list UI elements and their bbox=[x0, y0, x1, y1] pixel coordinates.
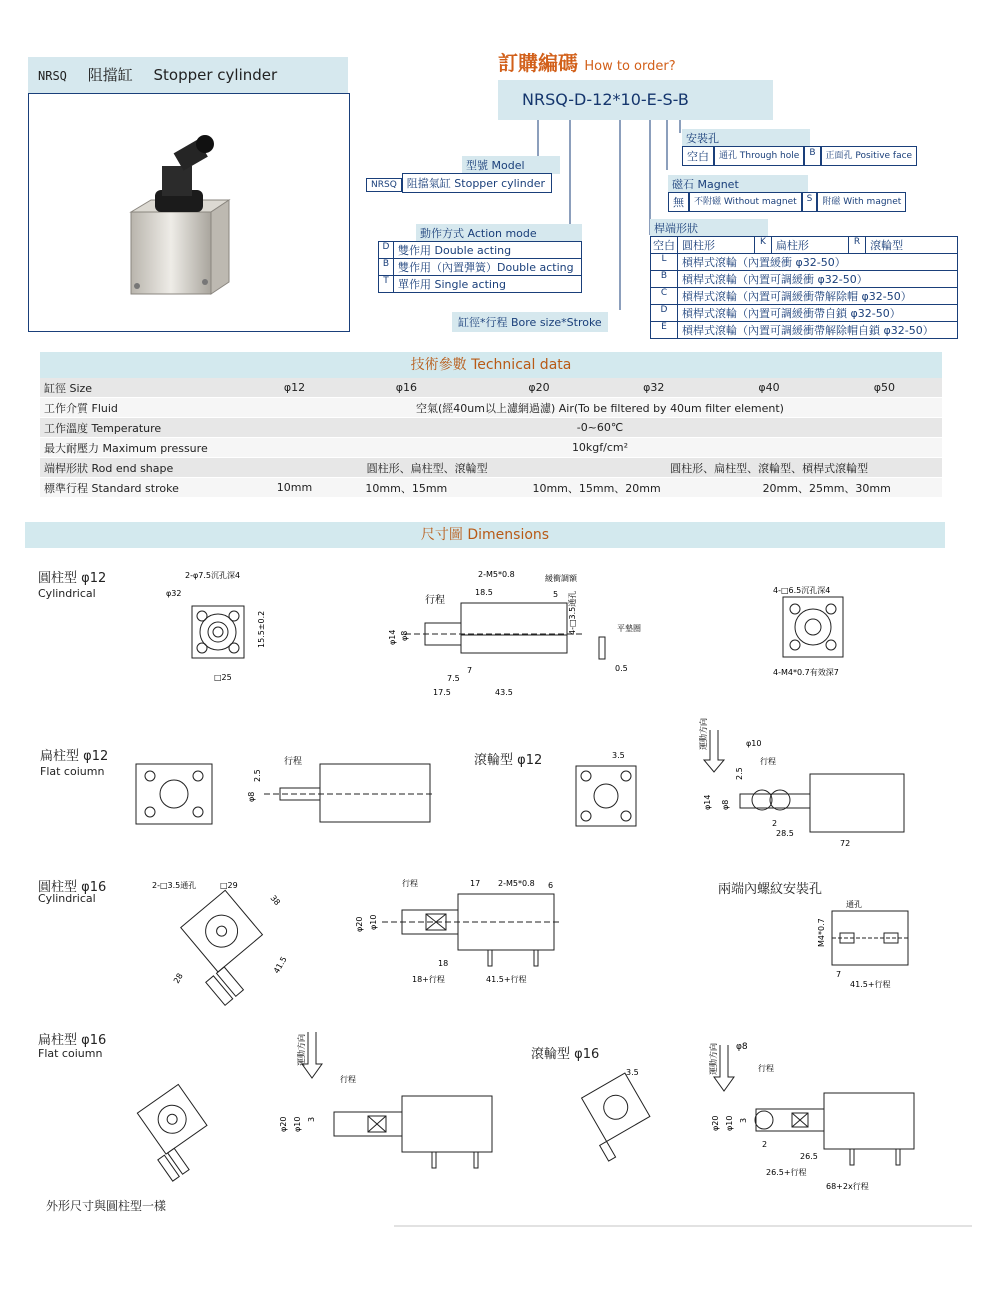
drawing-cyl12-side bbox=[385, 565, 645, 700]
magnet-row: 無 不附磁 Without magnet S 附磁 With magnet bbox=[668, 192, 906, 212]
dimensions-title: 尺寸圖 Dimensions bbox=[25, 522, 945, 548]
rod-item: B 槓桿式滾輪（內置可調緩衝 φ32-50） bbox=[650, 271, 958, 288]
dim-label: φ8 bbox=[721, 799, 730, 810]
dim-label: 行程 bbox=[340, 1075, 356, 1084]
tech-table bbox=[40, 378, 942, 498]
section-title: 圓柱型 φ12 bbox=[38, 571, 107, 586]
dim-label: 28.5 bbox=[776, 829, 794, 838]
section-subtitle: Cylindrical bbox=[38, 587, 96, 600]
table-row: 缸徑 Size φ12 φ16 φ20 φ32 φ40 φ50 bbox=[40, 378, 942, 398]
model-label: 型號 Model bbox=[462, 156, 560, 174]
dim-label: 2-M5*0.8 bbox=[478, 570, 515, 579]
dim-label: φ8 bbox=[247, 791, 256, 802]
dim-label: φ8 bbox=[400, 630, 409, 641]
order-title-cn: 訂購編碼 bbox=[498, 51, 578, 75]
model-code: NRSQ bbox=[366, 178, 402, 192]
drawing-cyl12-front bbox=[160, 568, 280, 688]
section-subtitle: Flat coiumn bbox=[40, 765, 105, 778]
drawing-flat12-front bbox=[132, 760, 222, 830]
drawing-thread16 bbox=[812, 895, 912, 995]
action-list bbox=[378, 241, 582, 293]
table-row: 端桿形狀 Rod end shape 圓柱形、扁柱型、滾輪型 圓柱形、扁柱型、滾輪型、槓桿式滾輪型 bbox=[40, 458, 942, 478]
dim-label: 28 bbox=[171, 971, 185, 985]
dim-label: 3.5 bbox=[626, 1068, 639, 1077]
dim-label: φ10 bbox=[746, 739, 762, 748]
dim-label: φ10 bbox=[293, 1116, 302, 1132]
section-title: 扁柱型 φ16 bbox=[38, 1033, 107, 1048]
dim-label: 43.5 bbox=[495, 688, 513, 697]
section-subtitle: Flat coiumn bbox=[38, 1047, 103, 1060]
dim-label: 41.5+行程 bbox=[486, 975, 527, 984]
dim-label: 行程 bbox=[760, 757, 776, 766]
dim-label: φ8 bbox=[736, 1042, 748, 1052]
rod-item: L 槓桿式滾輪（內置緩衝 φ32-50） bbox=[650, 254, 958, 271]
technical-data bbox=[40, 352, 942, 498]
dim-label: φ32 bbox=[166, 589, 182, 598]
dim-label: 15.5±0.2 bbox=[257, 610, 266, 648]
dim-label: φ20 bbox=[355, 916, 364, 932]
table-row: 標準行程 Standard stroke 10mm 10mm、15mm 10mm、15mm、20mm 20mm、25mm、30mm bbox=[40, 478, 942, 498]
product-name-cn: 阻擋缸 bbox=[87, 66, 133, 84]
rod-label: 桿端形狀 bbox=[650, 219, 768, 237]
product-code: NRSQ bbox=[38, 69, 67, 83]
dim-label: □25 bbox=[214, 673, 232, 682]
table-row: 工作介質 Fluid 空氣(經40um以上濾網過濾) Air(To be filtered by 40um filter element) bbox=[40, 398, 942, 418]
dim-label: φ14 bbox=[703, 794, 712, 810]
dim-label: 0.5 bbox=[615, 664, 628, 673]
order-title-en: How to order? bbox=[584, 59, 676, 74]
dim-label: 7.5 bbox=[447, 674, 460, 683]
dim-label: 平墊圈 bbox=[617, 624, 641, 633]
rod-list bbox=[650, 236, 958, 339]
dim-label: 運動方向 bbox=[699, 718, 708, 750]
table-row: 工作溫度 Temperature -0~60℃ bbox=[40, 418, 942, 438]
dim-label: 3.5 bbox=[612, 751, 625, 760]
drawing-flat12-side bbox=[244, 752, 444, 832]
dim-label: 38 bbox=[268, 893, 282, 908]
dim-label: φ10 bbox=[369, 914, 378, 930]
order-title bbox=[498, 47, 676, 76]
dim-label: 行程 bbox=[758, 1064, 774, 1073]
tech-title: 技術參數 Technical data bbox=[40, 352, 942, 378]
rod-item: D 槓桿式滾輪（內置可調緩衝帶自鎖 φ32-50） bbox=[650, 305, 958, 322]
footer-divider bbox=[394, 1225, 972, 1227]
dim-label: 17.5 bbox=[433, 688, 451, 697]
mount-label: 安裝孔 bbox=[682, 129, 810, 147]
drawing-roller12-side bbox=[700, 720, 910, 850]
dim-label: 行程 bbox=[425, 595, 445, 606]
product-image-frame bbox=[28, 93, 350, 332]
product-photo bbox=[29, 94, 349, 331]
action-item: D 雙作用 Double acting bbox=[378, 241, 582, 259]
dim-label: 4-M4*0.7有效深7 bbox=[773, 668, 839, 677]
order-code: NRSQ-D-12*10-E-S-B bbox=[498, 80, 773, 120]
drawing-flat16-side bbox=[278, 1022, 498, 1177]
dim-label: 72 bbox=[840, 839, 851, 848]
bore-stroke-label: 缸徑*行程 Bore size*Stroke bbox=[452, 312, 608, 332]
dim-label: 2 bbox=[762, 1140, 768, 1149]
mount-row: 空白 通孔 Through hole B 正面孔 Positive face bbox=[682, 146, 917, 166]
action-item: B 雙作用（內置彈簧）Double acting bbox=[378, 259, 582, 276]
drawing-roller16-iso bbox=[570, 1065, 660, 1155]
dim-label: 行程 bbox=[284, 757, 303, 767]
dim-label: 4-□3.5通孔 bbox=[568, 590, 577, 635]
dim-label: 2.5 bbox=[253, 769, 262, 782]
dim-label: φ20 bbox=[279, 1116, 288, 1132]
action-item: T 單作用 Single acting bbox=[378, 276, 582, 293]
rod-item: C 槓桿式滾輪（內置可調緩衝帶解除帽 φ32-50） bbox=[650, 288, 958, 305]
section-title: 扁柱型 φ12 bbox=[40, 749, 109, 764]
model-desc: 阻擋氣缸 Stopper cylinder bbox=[402, 173, 552, 193]
dim-label: 68+2x行程 bbox=[826, 1182, 869, 1191]
table-row: 最大耐壓力 Maximum pressure 10kgf/cm² bbox=[40, 438, 942, 458]
model-row bbox=[366, 173, 552, 193]
product-name-en: Stopper cylinder bbox=[153, 66, 278, 84]
dim-label: 行程 bbox=[402, 879, 418, 888]
dim-label: 6 bbox=[548, 881, 554, 890]
dim-label: 26.5 bbox=[800, 1152, 818, 1161]
section-title: 滾輪型 φ12 bbox=[474, 753, 543, 768]
section-subtitle: Cylindrical bbox=[38, 892, 96, 905]
section-title: 兩端內螺紋安裝孔 bbox=[718, 882, 823, 897]
dim-label: 5 bbox=[553, 590, 559, 599]
drawing-cyl16-iso bbox=[148, 876, 308, 986]
dim-label: 2.5 bbox=[735, 767, 744, 780]
dim-label: φ14 bbox=[388, 629, 397, 645]
dim-label: 運動方向 bbox=[297, 1034, 306, 1066]
dim-label: 運動方向 bbox=[709, 1043, 718, 1075]
dim-label: 18+行程 bbox=[412, 975, 445, 984]
dim-label: M4*0.7 bbox=[817, 918, 826, 947]
dim-label: 2 bbox=[772, 819, 778, 828]
footer-note: 外形尺寸與圓柱型一樣 bbox=[46, 1199, 167, 1213]
dim-label: 26.5+行程 bbox=[766, 1168, 807, 1177]
product-header bbox=[28, 57, 348, 93]
drawing-cyl12-rear bbox=[765, 583, 885, 683]
drawing-roller12-front bbox=[570, 748, 650, 828]
section-title: 滾輪型 φ16 bbox=[531, 1047, 600, 1062]
dim-label: 通孔 bbox=[846, 900, 862, 909]
dim-label: 18.5 bbox=[475, 588, 493, 597]
dim-label: 3 bbox=[739, 1117, 748, 1123]
dim-label: 41.5+行程 bbox=[850, 980, 891, 989]
drawing-roller16-side bbox=[700, 1035, 920, 1195]
rod-item: E 槓桿式滾輪（內置可調緩衝帶解除帽自鎖 φ32-50） bbox=[650, 322, 958, 339]
magnet-label: 磁石 Magnet bbox=[668, 175, 808, 193]
dim-label: 4-□6.5沉孔深4 bbox=[773, 586, 831, 595]
dim-label: φ20 bbox=[711, 1115, 720, 1131]
dim-label: 7 bbox=[467, 666, 473, 675]
section-title: 圓柱型 φ16 bbox=[38, 880, 107, 895]
dim-label: □29 bbox=[220, 881, 238, 890]
dim-label: 2-φ7.5沉孔深4 bbox=[185, 571, 241, 580]
rod-top-row: 空白 圓柱形 K 扁柱形 R 滾輪型 bbox=[650, 236, 958, 254]
dim-label: 2-□3.5通孔 bbox=[152, 881, 197, 890]
dim-label: 17 bbox=[470, 879, 481, 888]
dim-label: 41.5 bbox=[271, 955, 289, 975]
drawing-flat16-iso bbox=[126, 1080, 226, 1180]
dim-label: 18 bbox=[438, 959, 449, 968]
dim-label: φ10 bbox=[725, 1115, 734, 1131]
dim-label: 7 bbox=[836, 970, 842, 979]
dim-label: 2-M5*0.8 bbox=[498, 879, 535, 888]
dim-label: 緩衝調額 bbox=[545, 574, 577, 583]
drawing-cyl16-side bbox=[352, 876, 572, 986]
dim-label: 3 bbox=[307, 1116, 316, 1122]
action-label: 動作方式 Action mode bbox=[416, 224, 582, 242]
